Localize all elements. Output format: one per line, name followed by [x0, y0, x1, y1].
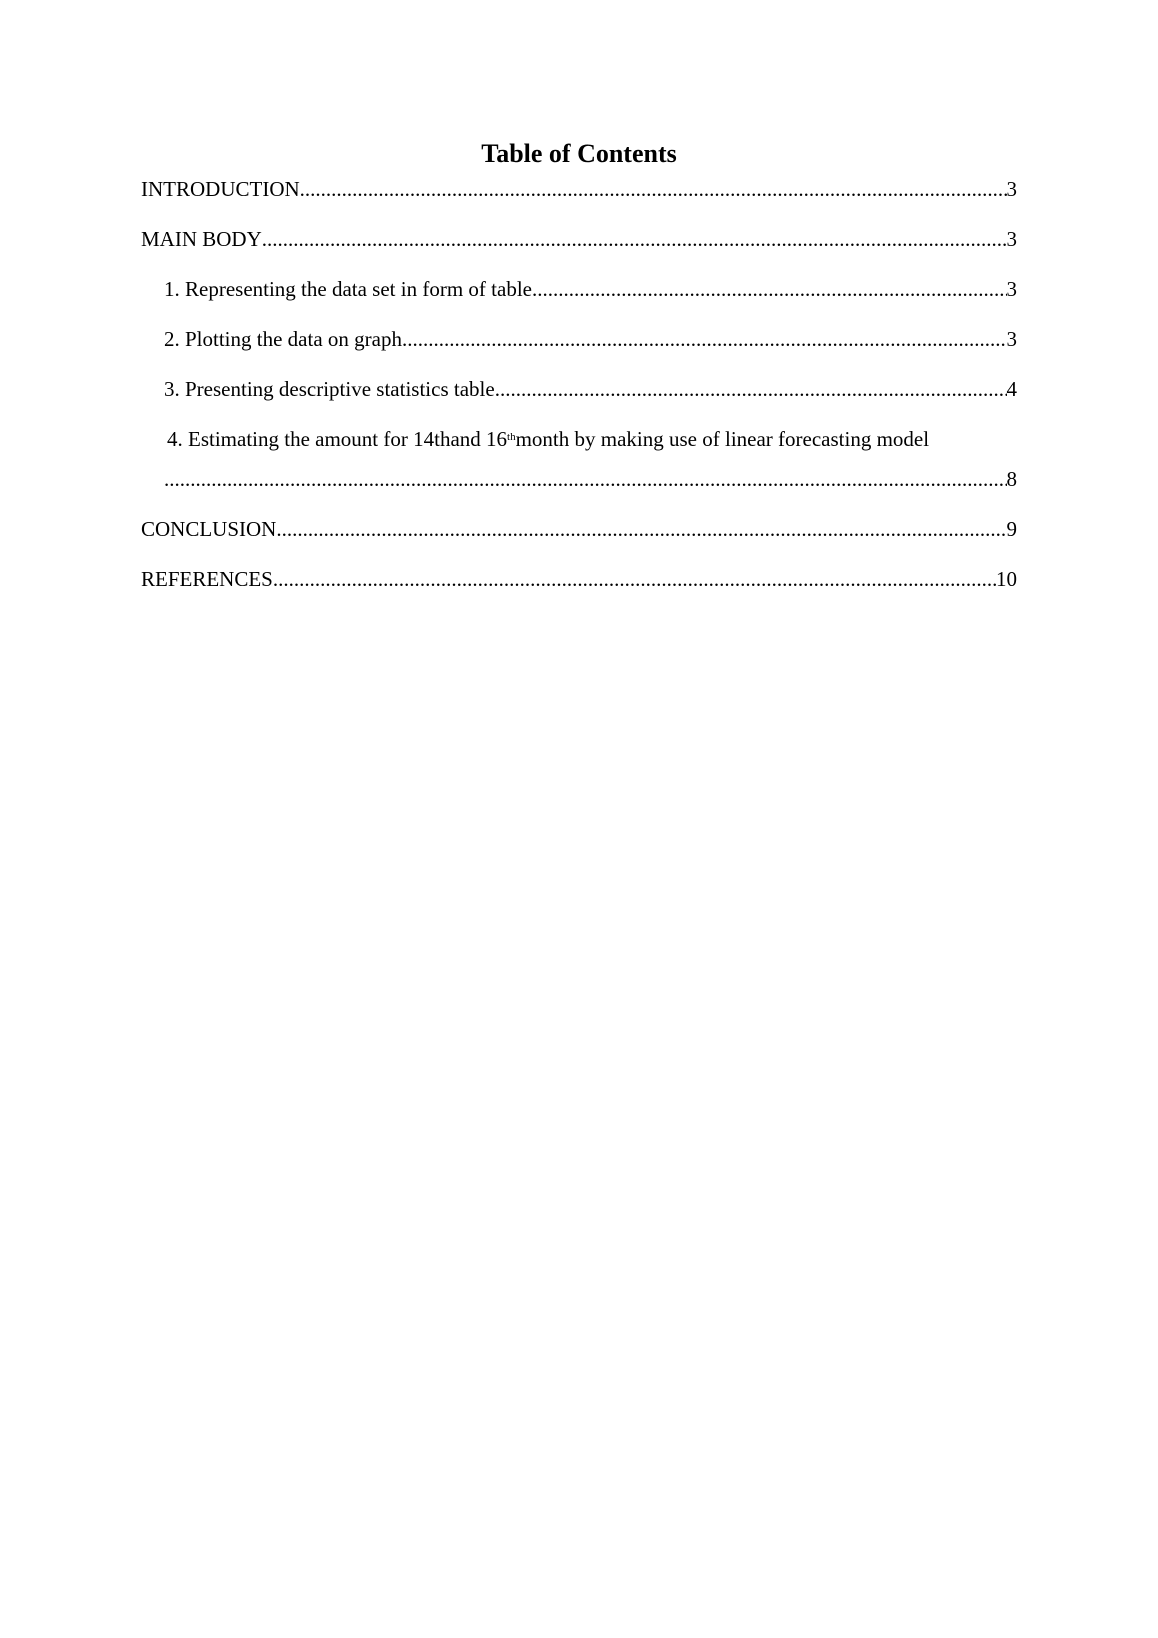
toc-page-number: 3	[1006, 327, 1017, 351]
toc-entry-label: REFERENCES	[141, 567, 273, 591]
toc-leader-dots	[276, 515, 1006, 543]
toc-entry-label: CONCLUSION	[141, 517, 277, 541]
toc-leader-dots	[402, 325, 1007, 353]
toc-leader-dots	[300, 175, 1007, 203]
toc-title: Table of Contents	[481, 139, 677, 168]
toc-page-number: 10	[996, 567, 1017, 591]
toc-entry-conclusion[interactable]	[141, 515, 1017, 543]
toc-entry-label: INTRODUCTION	[141, 177, 300, 201]
toc-leader-dots	[532, 275, 1007, 303]
toc-entry-estimating-amount-leader-line[interactable]	[164, 465, 1017, 493]
toc-page-number: 3	[1006, 277, 1017, 301]
toc-entry-introduction[interactable]	[141, 175, 1017, 203]
toc-entry-references[interactable]	[141, 565, 1017, 593]
toc-entry-plotting-data[interactable]	[164, 325, 1017, 353]
toc-entry-label: 4. Estimating the amount for 14thand 16	[167, 427, 508, 451]
toc-entry-label: 1. Representing the data set in form of table	[164, 277, 532, 301]
toc-page-number: 8	[1006, 467, 1017, 491]
toc-page-number: 3	[1006, 177, 1017, 201]
toc-entry-representing-data[interactable]	[164, 275, 1017, 303]
toc-page-number: 9	[1006, 517, 1017, 541]
toc-leader-dots	[273, 565, 996, 593]
toc-entry-label: 2. Plotting the data on graph	[164, 327, 402, 351]
toc-leader-dots	[164, 465, 1007, 493]
toc-entry-estimating-amount[interactable]	[167, 425, 1017, 453]
toc-entry-label-continued: month by making use of linear forecasting model	[515, 427, 930, 451]
toc-entry-label: 3. Presenting descriptive statistics table	[164, 377, 495, 401]
toc-entry-label: MAIN BODY	[141, 227, 262, 251]
toc-leader-dots	[495, 375, 1007, 403]
toc-page-number: 4	[1006, 377, 1017, 401]
toc-entry-main-body[interactable]	[141, 225, 1017, 253]
toc-leader-dots	[262, 225, 1007, 253]
toc-page-number: 3	[1006, 227, 1017, 251]
toc-entry-descriptive-statistics[interactable]	[164, 375, 1017, 403]
toc-entry-superscript: th	[507, 431, 516, 443]
